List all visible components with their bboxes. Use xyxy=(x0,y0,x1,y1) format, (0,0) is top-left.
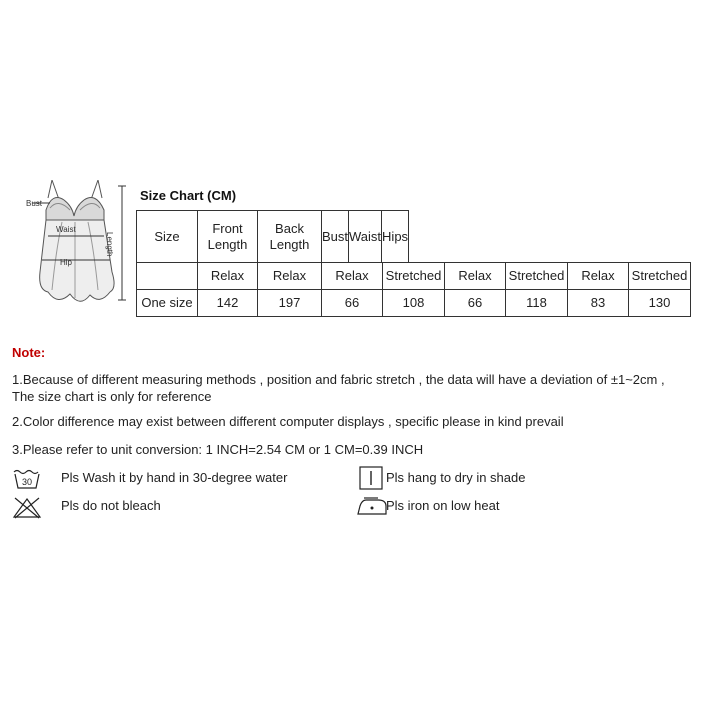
value-cell: 66 xyxy=(322,290,383,317)
back-length-header xyxy=(258,211,322,263)
hand-wash-icon xyxy=(12,466,42,490)
value-cell: 108 xyxy=(383,290,445,317)
size-header: Size xyxy=(137,211,198,263)
subheader-cell: Relax xyxy=(258,263,322,290)
subheader-cell: Stretched xyxy=(383,263,445,290)
size-chart-title: Size Chart (CM) xyxy=(140,188,237,203)
bust-header: Bust xyxy=(322,211,349,263)
value-cell: 66 xyxy=(445,290,506,317)
subheader-cell: Relax xyxy=(568,263,629,290)
hips-header: Hips xyxy=(382,211,409,263)
front-length-header-line1: Front xyxy=(212,220,243,236)
value-cell: 83 xyxy=(568,290,629,317)
note-item-1 xyxy=(12,371,665,405)
subheader-cell: Stretched xyxy=(506,263,568,290)
note-line: The size chart is only for reference xyxy=(12,389,212,404)
note-item-3: 3.Please refer to unit conversion: 1 INCH=2.54 CM or 1 CM=0.39 INCH xyxy=(12,442,424,457)
dry-text: Pls hang to dry in shade xyxy=(386,470,526,485)
front-length-header-line2: Length xyxy=(207,236,248,252)
value-cell: 118 xyxy=(506,290,568,317)
no-bleach-icon xyxy=(12,496,42,520)
wash-temp-text: 30 xyxy=(21,477,33,487)
hang-dry-icon xyxy=(359,466,383,490)
length-label: Length xyxy=(105,232,114,257)
bleach-text: Pls do not bleach xyxy=(61,498,161,513)
size-chart-subtable xyxy=(136,262,691,317)
note-title: Note: xyxy=(12,345,46,360)
back-length-header-line1: Back xyxy=(275,220,304,236)
back-length-header-line2: Length xyxy=(269,236,310,252)
size-blank-cell xyxy=(137,263,198,290)
front-length-header xyxy=(198,211,258,263)
size-cell: One size xyxy=(137,290,198,317)
iron-text: Pls iron on low heat xyxy=(386,498,500,513)
table-row xyxy=(137,290,691,317)
garment-diagram xyxy=(22,180,132,315)
waist-header: Waist xyxy=(349,211,382,263)
wash-text: Pls Wash it by hand in 30-degree water xyxy=(61,470,288,485)
subheader-cell: Stretched xyxy=(629,263,691,290)
subheader-cell: Relax xyxy=(198,263,258,290)
subheader-cell: Relax xyxy=(322,263,383,290)
note-line: 1.Because of different measuring methods , position and fabric stretch , the data will have a deviation of ±1~2cm , xyxy=(12,372,665,387)
waist-label: Waist xyxy=(56,225,76,234)
value-cell: 197 xyxy=(258,290,322,317)
value-cell: 130 xyxy=(629,290,691,317)
value-cell: 142 xyxy=(198,290,258,317)
note-item-2: 2.Color difference may exist between different computer displays , specific please in kind prevail xyxy=(12,414,564,429)
iron-low-icon xyxy=(356,494,388,518)
bust-label: Bust xyxy=(26,199,43,208)
subheader-cell: Relax xyxy=(445,263,506,290)
hip-label: Hip xyxy=(60,258,73,267)
